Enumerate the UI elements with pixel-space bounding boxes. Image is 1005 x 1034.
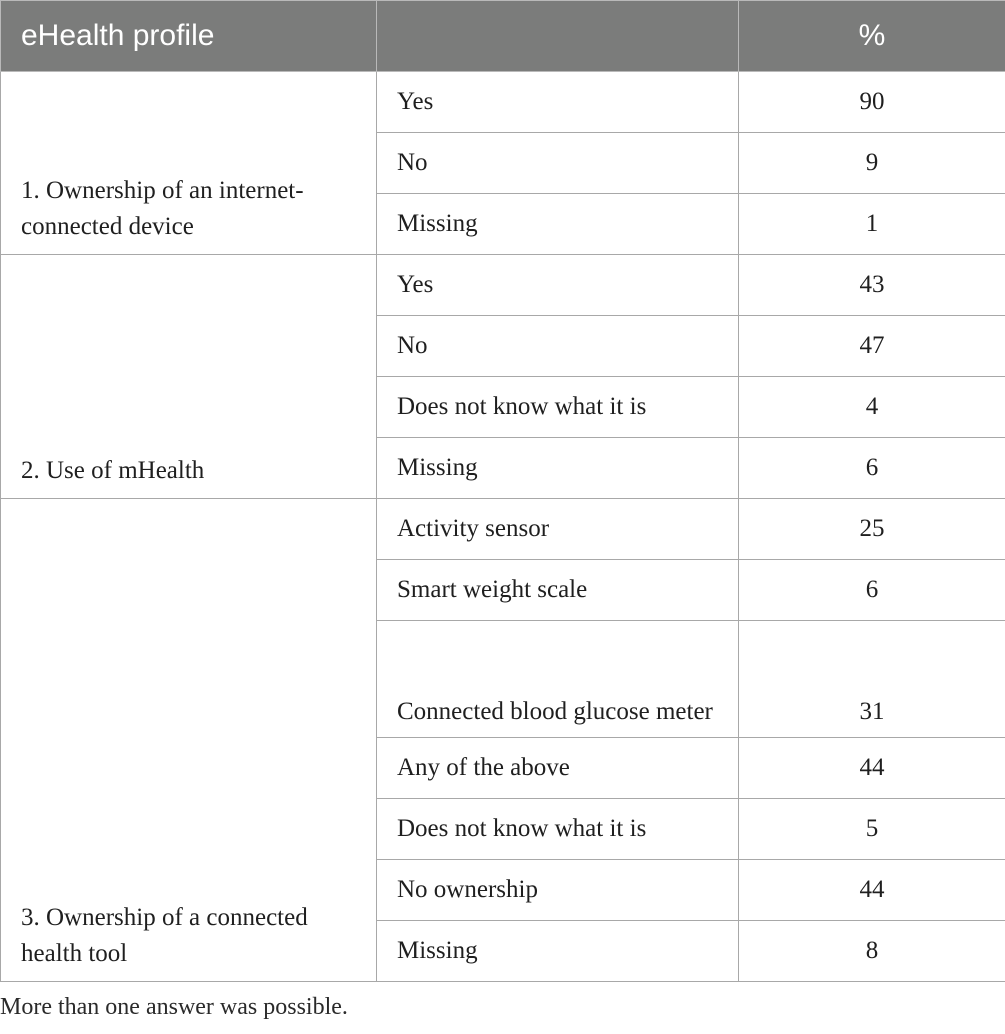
- answer-cell: Yes: [377, 255, 739, 316]
- category-cell: 3. Ownership of a connected health tool: [1, 499, 377, 982]
- percent-cell: 6: [739, 560, 1005, 621]
- header-percent: %: [739, 1, 1005, 72]
- percent-cell: 25: [739, 499, 1005, 560]
- table-footnote: More than one answer was possible.: [0, 994, 348, 1020]
- percent-cell: 4: [739, 377, 1005, 438]
- answer-cell: Any of the above: [377, 738, 739, 799]
- table-header-row: [1, 1, 1005, 72]
- category-cell: 2. Use of mHealth: [1, 255, 377, 499]
- percent-cell: 44: [739, 860, 1005, 921]
- answer-cell: Missing: [377, 438, 739, 499]
- answer-cell: Yes: [377, 72, 739, 133]
- answer-cell: Smart weight scale: [377, 560, 739, 621]
- percent-cell: 6: [739, 438, 1005, 499]
- percent-cell: 8: [739, 921, 1005, 982]
- table-row: [1, 499, 1005, 560]
- percent-cell: 9: [739, 133, 1005, 194]
- percent-cell: 31: [739, 621, 1005, 738]
- answer-cell: Connected blood glucose meter: [377, 621, 739, 738]
- answer-cell: No: [377, 133, 739, 194]
- percent-cell: 5: [739, 799, 1005, 860]
- answer-cell: Activity sensor: [377, 499, 739, 560]
- percent-cell: 1: [739, 194, 1005, 255]
- answer-cell: Missing: [377, 194, 739, 255]
- answer-cell: No ownership: [377, 860, 739, 921]
- category-cell: 1. Ownership of an internet-connected device: [1, 72, 377, 255]
- percent-cell: 90: [739, 72, 1005, 133]
- answer-cell: Missing: [377, 921, 739, 982]
- percent-cell: 44: [739, 738, 1005, 799]
- percent-cell: 43: [739, 255, 1005, 316]
- answer-cell: Does not know what it is: [377, 377, 739, 438]
- answer-cell: Does not know what it is: [377, 799, 739, 860]
- table-row: [1, 72, 1005, 133]
- percent-cell: 47: [739, 316, 1005, 377]
- header-profile: eHealth profile: [1, 1, 377, 72]
- table-row: [1, 255, 1005, 316]
- header-answer: [377, 1, 739, 72]
- answer-cell: No: [377, 316, 739, 377]
